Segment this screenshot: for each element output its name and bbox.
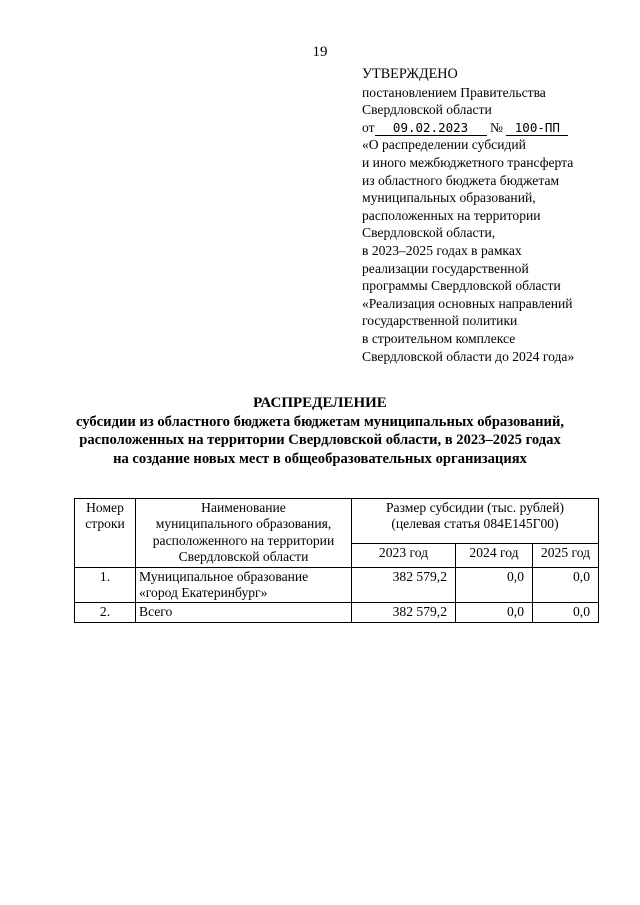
header-text: муниципального образования, bbox=[155, 516, 332, 532]
approval-heading: УТВЕРЖДЕНО bbox=[362, 66, 458, 82]
header-text: Свердловской области bbox=[178, 549, 309, 565]
header-amount bbox=[352, 499, 599, 544]
approval-subject-line: программы Свердловской области bbox=[362, 278, 561, 294]
approval-date: 09.02.2023 bbox=[375, 121, 487, 136]
header-text: расположенного на территории bbox=[152, 532, 335, 548]
approval-subject-line: «О распределении субсидий bbox=[362, 137, 526, 153]
header-name bbox=[136, 499, 352, 568]
approval-subject-line: расположенных на территории bbox=[362, 207, 541, 223]
approval-subject-line: муниципальных образований, bbox=[362, 190, 536, 206]
title-subtitle: субсидии из областного бюджета бюджетам муниципальных образований, bbox=[76, 413, 564, 430]
approval-subject-line: и иного межбюджетного трансферта bbox=[362, 154, 574, 170]
row-value-2023: 382 579,2 bbox=[352, 603, 456, 622]
row-num: 1. bbox=[75, 567, 136, 603]
title-subtitle: расположенных на территории Свердловской области, в 2023–2025 годах bbox=[79, 432, 561, 449]
approval-stamp bbox=[362, 66, 632, 365]
approval-subject-line: из областного бюджета бюджетам bbox=[362, 172, 560, 188]
header-text: (целевая статья 084Е145Г00) bbox=[391, 516, 559, 532]
header-num bbox=[75, 499, 136, 568]
row-value-2025: 0,0 bbox=[533, 603, 599, 622]
row-name-text: Всего bbox=[139, 604, 173, 620]
row-value-2024: 0,0 bbox=[456, 567, 533, 603]
date-prefix: от bbox=[362, 119, 375, 135]
subsidy-table bbox=[74, 498, 599, 623]
title-subtitle: на создание новых мест в общеобразовательных организациях bbox=[113, 450, 527, 467]
row-name-text: «город Екатеринбург» bbox=[139, 585, 268, 601]
title-main: РАСПРЕДЕЛЕНИЕ bbox=[253, 395, 387, 411]
header-year-2023: 2023 год bbox=[352, 543, 456, 567]
table-row-total bbox=[75, 603, 599, 622]
approval-subject-line: «Реализация основных направлений bbox=[362, 295, 573, 311]
document-title bbox=[60, 394, 580, 468]
row-name bbox=[136, 603, 352, 622]
header-year-2025: 2025 год bbox=[533, 543, 599, 567]
row-value-2023: 382 579,2 bbox=[352, 567, 456, 603]
table-header-row bbox=[75, 499, 599, 544]
row-num: 2. bbox=[75, 603, 136, 622]
row-name bbox=[136, 567, 352, 603]
header-text: строки bbox=[85, 516, 125, 532]
table-row bbox=[75, 567, 599, 603]
approval-subject-line: в строительном комплексе bbox=[362, 330, 516, 346]
approval-subject-line: государственной политики bbox=[362, 313, 518, 329]
approval-subject-line: в 2023–2025 годах в рамках bbox=[362, 242, 522, 258]
header-text: Номер bbox=[86, 500, 124, 515]
approval-subject-line: Свердловской области до 2024 года» bbox=[362, 348, 575, 364]
row-value-2024: 0,0 bbox=[456, 603, 533, 622]
approval-line: постановлением Правительства bbox=[362, 84, 546, 100]
row-value-2025: 0,0 bbox=[533, 567, 599, 603]
page-number: 19 bbox=[312, 44, 328, 60]
approval-subject-line: Свердловской области, bbox=[362, 225, 496, 241]
approval-subject-line: реализации государственной bbox=[362, 260, 529, 276]
approval-line: Свердловской области bbox=[362, 102, 492, 118]
approval-number: 100-ПП bbox=[506, 121, 568, 136]
header-text: Наименование bbox=[201, 500, 286, 515]
row-name-text: Муниципальное образование bbox=[139, 568, 309, 584]
number-prefix: № bbox=[489, 119, 503, 135]
approval-date-row bbox=[362, 119, 632, 137]
header-text: Размер субсидии (тыс. рублей) bbox=[385, 500, 565, 515]
header-year-2024: 2024 год bbox=[456, 543, 533, 567]
